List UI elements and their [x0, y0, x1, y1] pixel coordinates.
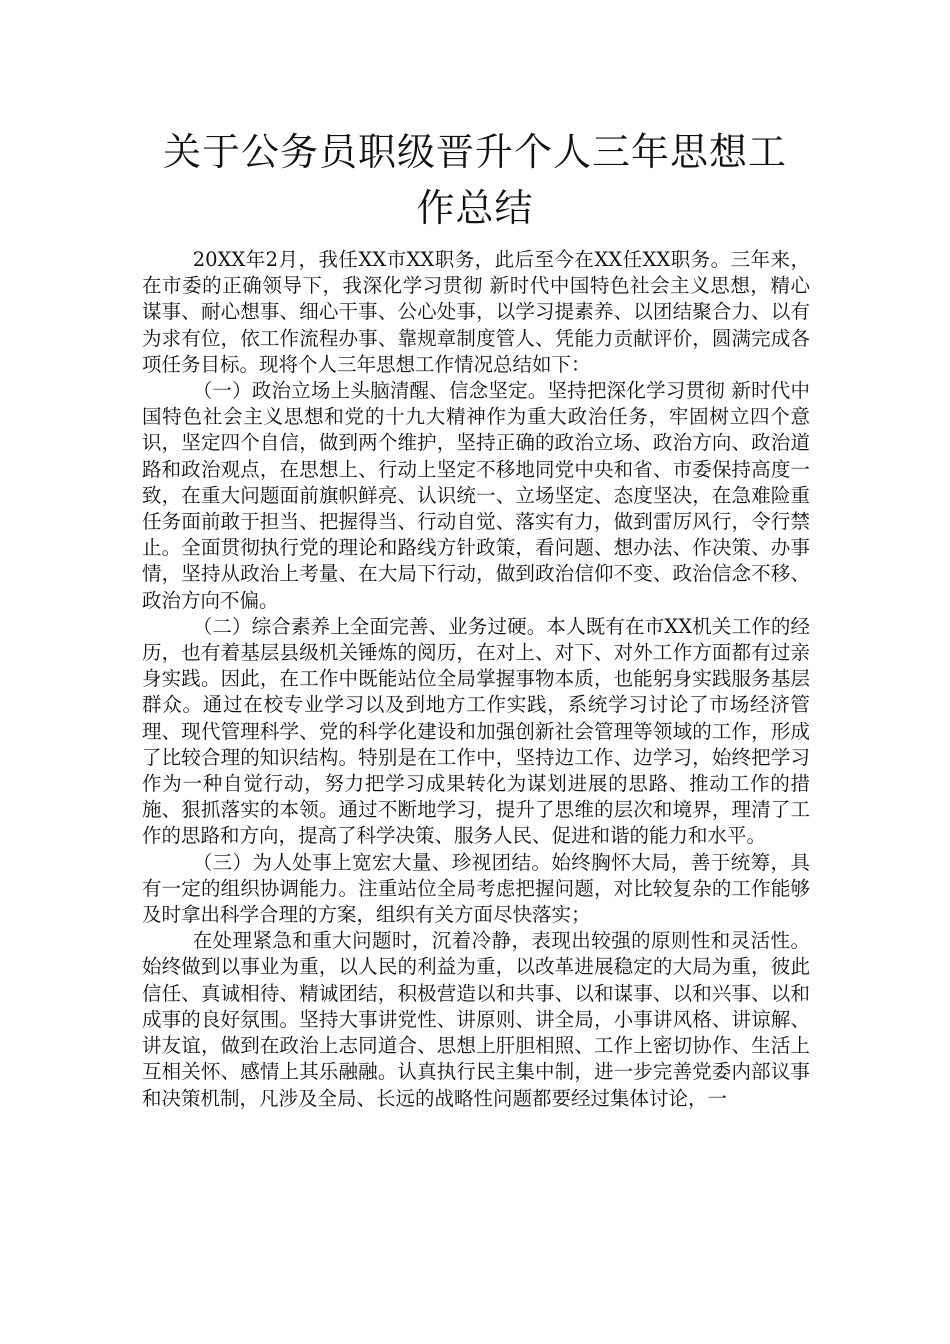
paragraph-conduct: （三）为人处事上宽宏大量、珍视团结。始终胸怀大局，善于统筹，具有一定的组织协调能力。注重站位全局考虑把握问题，对比较复杂的工作能够及时拿出科学合理的方案，组织有关方面尽快落实；	[142, 850, 810, 927]
paragraph-comprehensive-quality: （二）综合素养上全面完善、业务过硬。本人既有在市XX机关工作的经历，也有着基层县级机关锤炼的阅历，在对上、对下、对外工作方面都有过亲身实践。因此，在工作中既能站位全局掌握事物本质，也能躬身实践服务基层群众。通过在校专业学习以及到地方工作实践，系统学习讨论了市场经济管理、现代管理科学、党的科学化建设和加强创新社会管理等领域的工作，形成了比较合理的知识结构。特别是在工作中，坚持边工作、边学习，始终把学习作为一种自觉行动，努力把学习成果转化为谋划进展的思路、推动工作的措施、狠抓落实的本领。通过不断地学习，提升了思维的层次和境界，理清了工作的思路和方向，提高了科学决策、服务人民、促进和谐的能力和水平。	[142, 614, 810, 848]
paragraph-intro: 20XX年2月，我任XX市XX职务，此后至今在XX任XX职务。三年来，在市委的正确领导下，我深化学习贯彻 新时代中国特色社会主义思想，精心谋事、耐心想事、细心干事、公心处事，以学习提素养、以团结聚合力、以有为求有位，依工作流程办事、靠规章制度管人、凭能力贡献评价，圆满完成各项任务目标。现将个人三年思想工作情况总结如下：	[142, 248, 810, 376]
document-body	[142, 247, 810, 1112]
paragraph-political-stance: （一）政治立场上头脑清醒、信念坚定。坚持把深化学习贯彻 新时代中国特色社会主义思想和党的十九大精神作为重大政治任务，牢固树立四个意识，坚定四个自信，做到两个维护，坚持正确的政治立场、政治方向、政治道路和政治观点，在思想上、行动上坚定不移地同党中央和省、市委保持高度一致，在重大问题面前旗帜鲜亮、认识统一、立场坚定、态度坚决，在急难险重任务面前敢于担当、把握得当、行动自觉、落实有力，做到雷厉风行，令行禁止。全面贯彻执行党的理论和路线方针政策，看问题、想办法、作决策、办事情，坚持从政治上考量、在大局下行动，做到政治信仰不变、政治信念不移、政治方向不偏。	[142, 379, 810, 612]
paragraph-emergency-handling: 在处理紧急和重大问题时，沉着冷静，表现出较强的原则性和灵活性。始终做到以事业为重，以人民的利益为重，以改革进展稳定的大局为重，彼此信任、真诚相待、精诚团结，积极营造以和共事、以和谋事、以和兴事、以和成事的良好氛围。坚持大事讲党性、讲原则、讲全局，小事讲风格、讲谅解、讲友谊，做到在政治上志同道合、思想上肝胆相照、工作上密切协作、生活上互相关怀、感情上其乐融融。认真执行民主集中制，进一步完善党委内部议事和决策机制，凡涉及全局、长远的战略性问题都要经过集体讨论，一	[142, 929, 810, 1110]
document-title: 关于公务员职级晋升个人三年思想工作总结	[162, 130, 787, 230]
